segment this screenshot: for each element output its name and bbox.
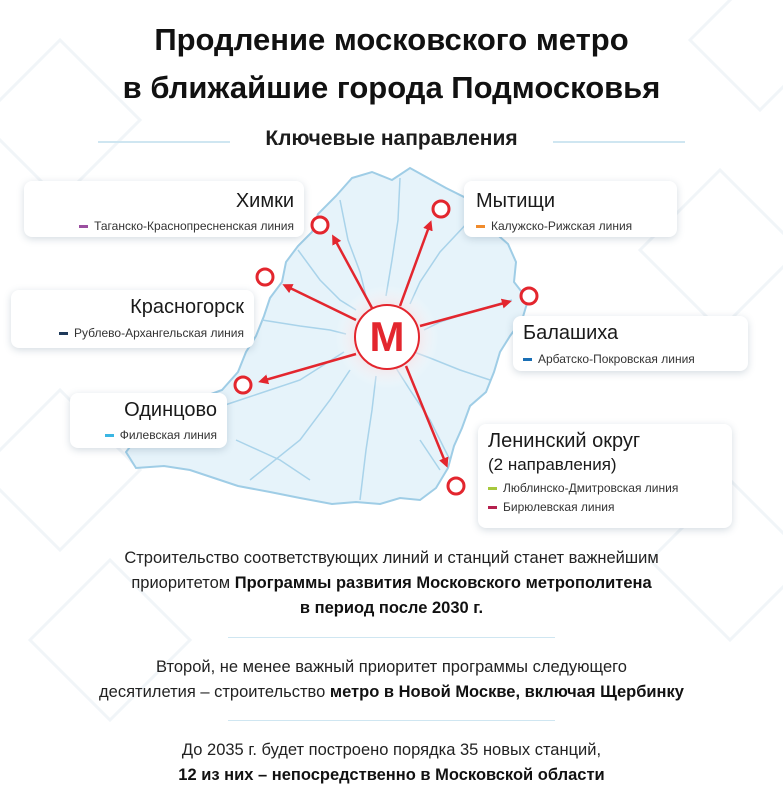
city-name: Балашиха: [523, 322, 619, 344]
paragraph-1-bold-2: в период после 2030 г.: [299, 599, 484, 617]
line-name: Филевская линия: [119, 428, 217, 442]
paragraph-1-text: приоритетом: [131, 574, 235, 592]
marker-odintsovo: [235, 377, 251, 393]
line-name: Арбатско-Покровская линия: [538, 352, 695, 366]
paragraph-3-line-1: До 2035 г. будет построено порядка 35 новых станций,: [181, 741, 602, 759]
paragraph-3-bold: 12 из них – непосредственно в Московской области: [178, 766, 605, 784]
marker-khimki: [312, 217, 328, 233]
marker-mytishchi: [433, 201, 449, 217]
line-color-swatch: [79, 225, 88, 228]
paragraph-2-line-1: Второй, не менее важный приоритет программы следующего: [156, 658, 627, 676]
separator-1: [228, 637, 555, 638]
paragraph-1-bold: Программы развития Московского метрополитена: [234, 574, 652, 592]
city-name: Ленинский округ: [488, 430, 641, 452]
marker-leninsky: [448, 478, 464, 494]
line-item: [21, 326, 244, 340]
city-name: Химки: [235, 190, 294, 212]
line-item: [476, 219, 667, 233]
line-color-swatch: [523, 358, 532, 361]
paragraph-2: [0, 655, 783, 705]
line-name: Люблинско-Дмитровская линия: [503, 481, 679, 495]
paragraph-3: [0, 738, 783, 788]
line-item: [523, 352, 738, 366]
title-line-2: в ближайшие города Подмосковья: [122, 70, 661, 105]
card-mytishchi: [464, 181, 677, 237]
page-title: [0, 16, 783, 112]
city-name: Мытищи: [476, 190, 555, 212]
line-item: [488, 481, 722, 495]
line-name: Калужско-Рижская линия: [491, 219, 633, 233]
line-item: [488, 500, 722, 514]
line-item: [34, 219, 294, 233]
card-khimki: [24, 181, 304, 237]
card-balashikha: [513, 316, 748, 371]
line-color-swatch: [105, 434, 114, 437]
card-leninsky: [478, 424, 732, 528]
line-name: Таганско-Краснопресненская линия: [94, 219, 294, 233]
line-name: Рублево-Архангельская линия: [74, 326, 244, 340]
marker-krasnogorsk: [257, 269, 273, 285]
title-line-1: Продление московского метро: [154, 22, 629, 57]
paragraph-1: [0, 546, 783, 621]
line-color-swatch: [59, 332, 68, 335]
paragraph-2-bold: метро в Новой Москве, включая Щербинку: [329, 683, 684, 701]
city-note: (2 направления): [488, 455, 617, 474]
line-color-swatch: [488, 487, 497, 490]
card-krasnogorsk: [11, 290, 254, 348]
line-color-swatch: [488, 506, 497, 509]
marker-balashikha: [521, 288, 537, 304]
city-name: Красногорск: [130, 296, 244, 318]
metro-logo-icon: М: [369, 313, 405, 360]
paragraph-1-line-1: Строительство соответствующих линий и станций станет важнейшим: [124, 549, 659, 567]
card-odintsovo: [70, 393, 227, 448]
line-item: [80, 428, 217, 442]
subtitle: Ключевые направления: [265, 127, 518, 150]
paragraph-1-line-3: [0, 596, 783, 621]
paragraph-3-line-2: [0, 763, 783, 788]
line-name: Бирюлевская линия: [503, 500, 615, 514]
subtitle-block: [0, 124, 783, 158]
line-color-swatch: [476, 225, 485, 228]
paragraph-1-line-2: [0, 571, 783, 596]
city-name: Одинцово: [124, 399, 217, 421]
paragraph-2-text: десятилетия – строительство: [99, 683, 330, 701]
separator-2: [228, 720, 555, 721]
paragraph-2-line-2: [0, 680, 783, 705]
